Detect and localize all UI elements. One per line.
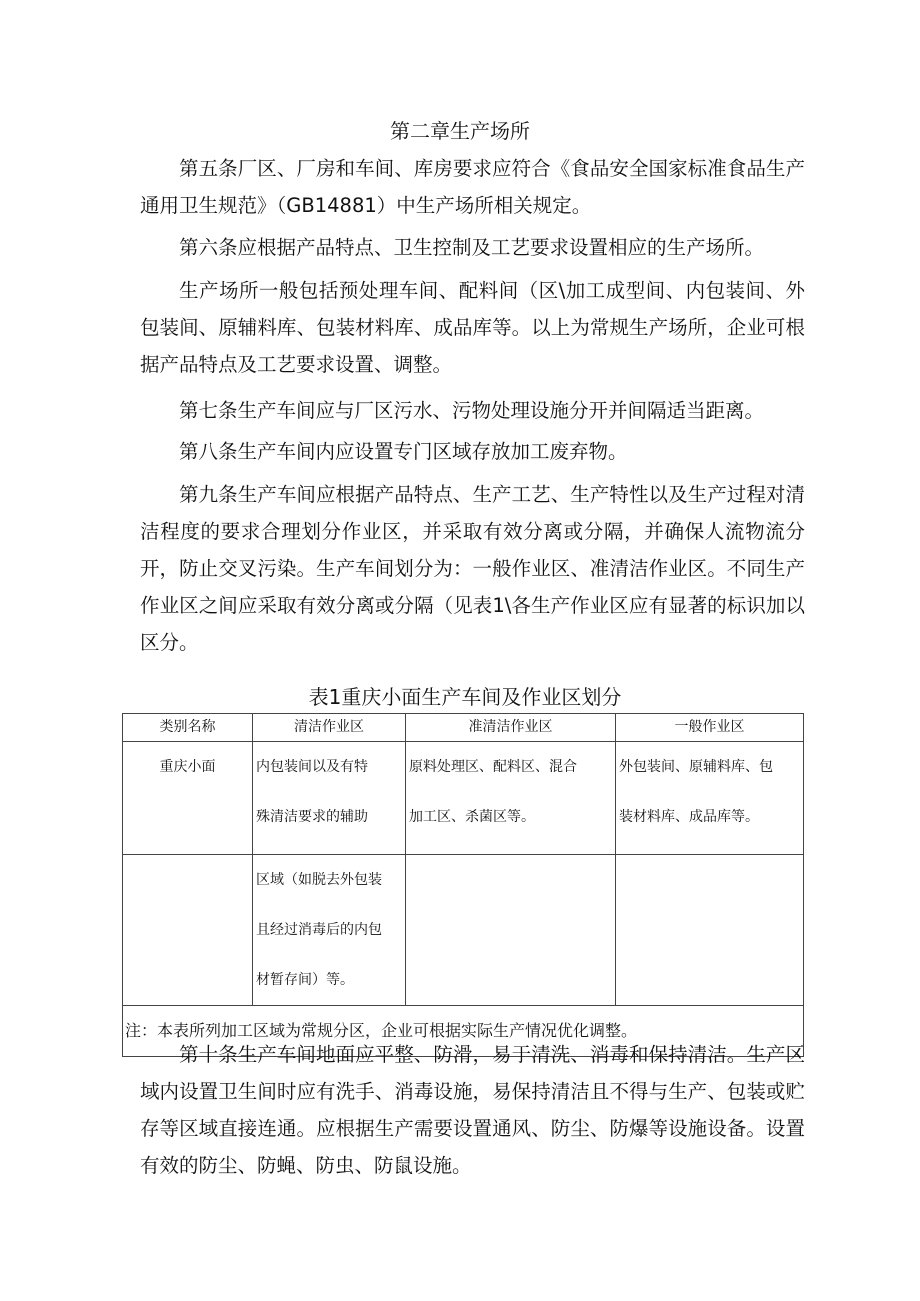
category-cell: [123, 742, 253, 855]
header-semi-clean-zone: 准清洁作业区: [406, 714, 616, 742]
general-zone-cell: [616, 742, 804, 855]
table-note: 注：本表所列加工区域为常规分区，企业可根据实际生产情况优化调整。: [123, 1006, 804, 1057]
zone-table: [122, 713, 804, 1057]
table-header-row: [123, 714, 804, 742]
table-caption: 表1重庆小面生产车间及作业区划分: [308, 685, 622, 709]
semi-clean-zone-cell: [406, 742, 616, 855]
header-general-zone: 一般作业区: [616, 714, 804, 742]
article-6: 第六条应根据产品特点、卫生控制及工艺要求设置相应的生产场所。: [179, 236, 765, 259]
semi-clean-zone-line: 加工区、杀菌区等。: [409, 809, 535, 825]
table-row: [123, 855, 804, 1006]
category-cell-empty: [123, 855, 253, 1006]
clean-zone-cell: [253, 855, 406, 1006]
clean-zone-line: 区域（如脱去外包装: [256, 872, 382, 888]
general-zone-cell-empty: [616, 855, 804, 1006]
clean-zone-line: 殊清洁要求的辅助: [256, 809, 368, 825]
header-category: 类别名称: [123, 714, 253, 742]
header-clean-zone: 清洁作业区: [253, 714, 406, 742]
general-zone-line: 外包装间、原辅料库、包: [619, 759, 773, 775]
semi-clean-zone-cell-empty: [406, 855, 616, 1006]
clean-zone-line: 且经过消毒后的内包: [256, 922, 382, 938]
category-name: 重庆小面: [159, 759, 216, 775]
article-7: 第七条生产车间应与厂区污水、污物处理设施分开并间隔适当距离。: [179, 399, 765, 422]
semi-clean-zone-line: 原料处理区、配料区、混合: [409, 759, 577, 775]
clean-zone-line: 材暂存间）等。: [256, 972, 354, 988]
general-zone-line: 装材料库、成品库等。: [619, 809, 759, 825]
article-9: 第九条生产车间应根据产品特点、生产工艺、生产特性以及生产过程对清洁程度的要求合理划分作业区，并采取有效分离或分隔，并确保人流物流分开，防止交叉污染。生产车间划分为：一般作业区、准清洁作业区。不同生产作业区之间应采取有效分离或分隔（见表1\各生产作业区应有显著的标识加以区分。: [140, 483, 805, 654]
article-8: 第八条生产车间内应设置专门区域存放加工废弃物。: [179, 440, 628, 463]
clean-zone-line: 内包装间以及有特: [256, 759, 368, 775]
table-row: [123, 742, 804, 855]
article-6-detail: 生产场所一般包括预处理车间、配料间（区\加工成型间、内包装间、外包装间、原辅料库、包装材料库、成品库等。以上为常规生产场所，企业可根据产品特点及工艺要求设置、调整。: [140, 279, 805, 376]
article-5: 第五条厂区、厂房和车间、库房要求应符合《食品安全国家标准食品生产通用卫生规范》（GB14881）中生产场所相关规定。: [140, 157, 805, 217]
article-10: 第十条生产车间地面应平整、防滑，易于清洗、消毒和保持清洁。生产区域内设置卫生间时应有洗手、消毒设施，易保持清洁且不得与生产、包装或贮存等区域直接连通。应根据生产需要设置通风、防尘、防爆等设施设备。设置有效的防尘、防蝇、防虫、防鼠设施。: [140, 1043, 805, 1177]
chapter-title: 第二章生产场所: [390, 119, 530, 143]
clean-zone-cell: [253, 742, 406, 855]
